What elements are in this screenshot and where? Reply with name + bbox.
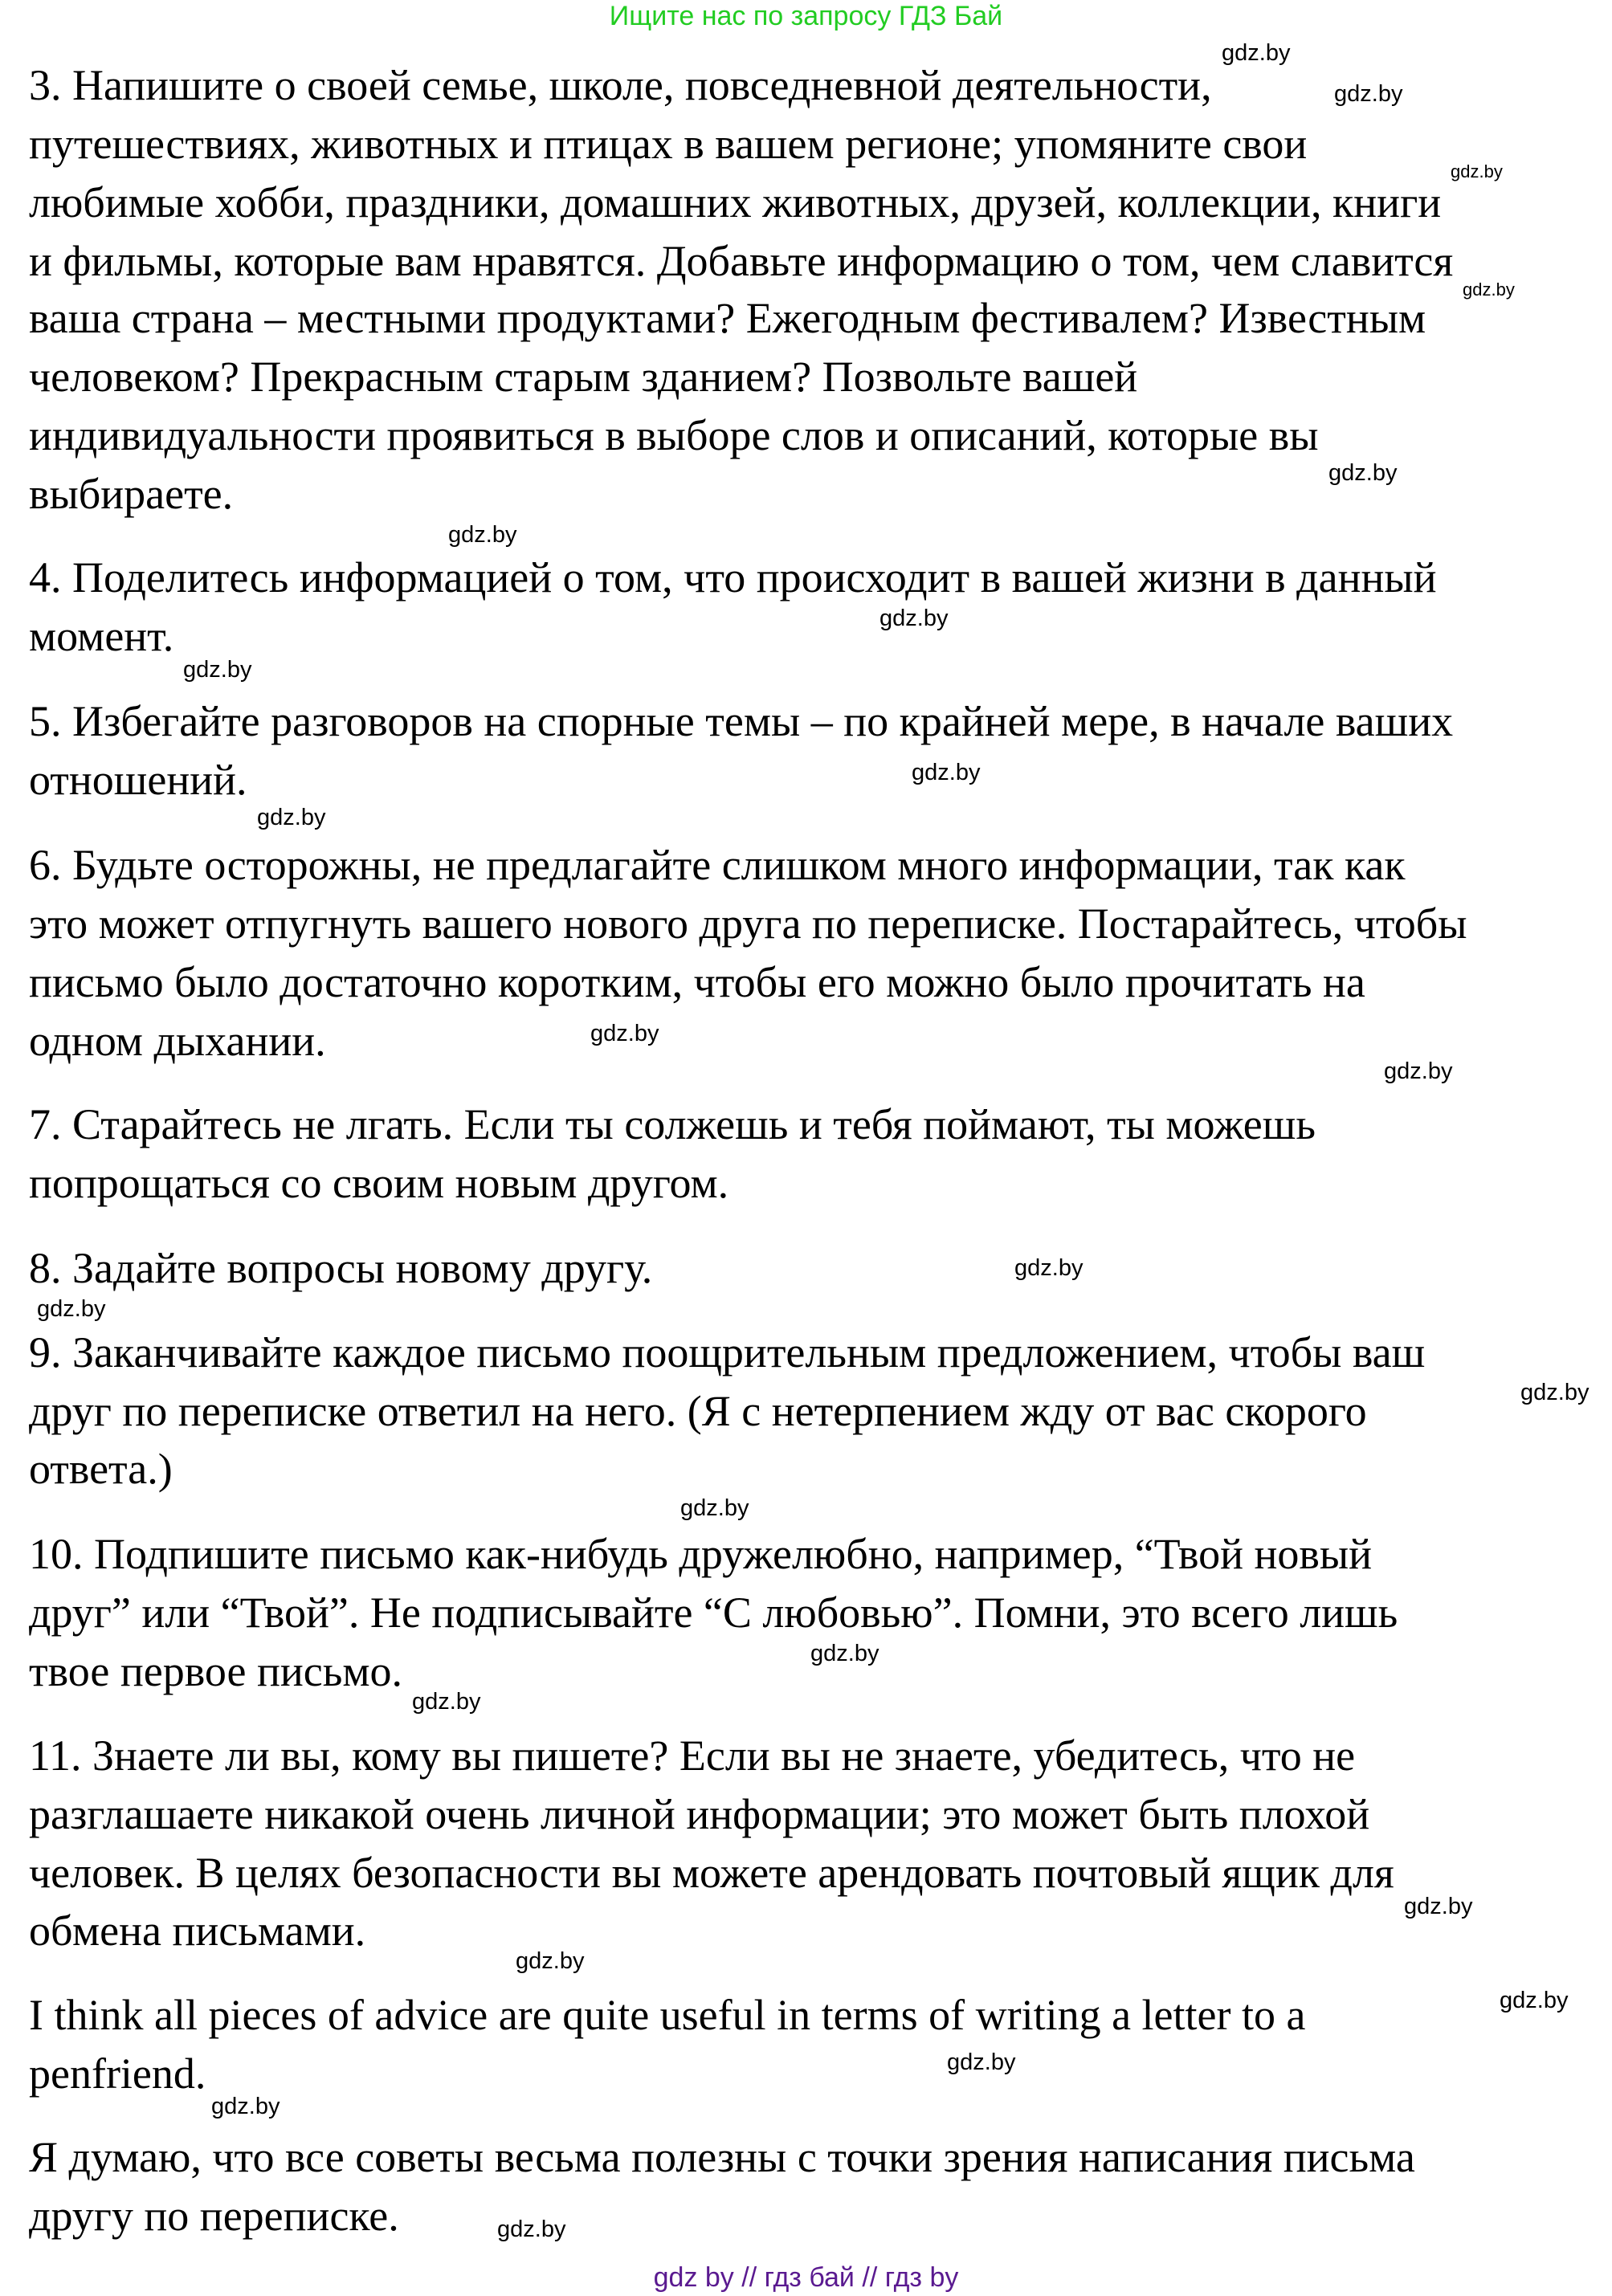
text-line: путешествиях, животных и птицах в вашем регионе; упомяните свои bbox=[29, 120, 1308, 168]
footer-watermark: gdz by // гдз бай // гдз by bbox=[653, 2262, 959, 2293]
text-line: Я думаю, что все советы весьма полезны с точки зрения написания письма bbox=[29, 2133, 1415, 2181]
gdz-watermark: gdz.by bbox=[912, 760, 981, 785]
gdz-watermark: gdz.by bbox=[1014, 1255, 1084, 1281]
text-line: 5. Избегайте разговоров на спорные темы – по крайней мере, в начале ваших bbox=[29, 697, 1454, 745]
gdz-watermark: gdz.by bbox=[810, 1641, 879, 1666]
gdz-watermark: gdz.by bbox=[37, 1296, 106, 1322]
gdz-watermark: gdz.by bbox=[947, 2049, 1016, 2075]
text-line: это может отпугнуть вашего нового друга по переписке. Постарайтесь, чтобы bbox=[29, 899, 1467, 948]
gdz-watermark: gdz.by bbox=[1463, 279, 1515, 300]
text-line: письмо было достаточно коротким, чтобы его можно было прочитать на bbox=[29, 958, 1365, 1006]
text-line: 6. Будьте осторожны, не предлагайте слишком много информации, так как bbox=[29, 841, 1406, 889]
text-line: I think all pieces of advice are quite useful in terms of writing a letter to a bbox=[29, 1991, 1306, 2039]
text-line: твое первое письмо. bbox=[29, 1647, 403, 1695]
gdz-watermark: gdz.by bbox=[1520, 1380, 1590, 1405]
text-line: человеком? Прекрасным старым зданием? Позвольте вашей bbox=[29, 353, 1138, 401]
text-line: любимые хобби, праздники, домашних животных, друзей, коллекции, книги bbox=[29, 178, 1442, 226]
gdz-watermark: gdz.by bbox=[211, 2094, 280, 2119]
text-line: 8. Задайте вопросы новому другу. bbox=[29, 1244, 653, 1292]
text-line: попрощаться со своим новым другом. bbox=[29, 1159, 729, 1207]
gdz-watermark: gdz.by bbox=[1384, 1058, 1453, 1084]
text-line: другу по переписке. bbox=[29, 2192, 399, 2240]
text-line: друг по переписке ответил на него. (Я с нетерпением жду от вас скорого bbox=[29, 1387, 1367, 1435]
text-line: друг” или “Твой”. Не подписывайте “С любовью”. Помни, это всего лишь bbox=[29, 1588, 1398, 1637]
text-line: ваша страна – местными продуктами? Ежегодным фестивалем? Известным bbox=[29, 294, 1426, 342]
text-line: ответа.) bbox=[29, 1445, 173, 1493]
gdz-watermark: gdz.by bbox=[412, 1689, 481, 1715]
gdz-watermark: gdz.by bbox=[497, 2216, 566, 2242]
text-line: 3. Напишите о своей семье, школе, повседневной деятельности, bbox=[29, 61, 1212, 109]
text-line: человек. В целях безопасности вы можете арендовать почтовый ящик для bbox=[29, 1849, 1394, 1897]
text-line: момент. bbox=[29, 612, 174, 660]
gdz-watermark: gdz.by bbox=[1404, 1894, 1473, 1919]
gdz-watermark: gdz.by bbox=[516, 1948, 585, 1974]
gdz-watermark: gdz.by bbox=[448, 522, 517, 548]
gdz-watermark: gdz.by bbox=[680, 1495, 749, 1521]
gdz-watermark: gdz.by bbox=[1500, 1988, 1569, 2013]
text-line: 10. Подпишите письмо как-нибудь дружелюбно, например, “Твой новый bbox=[29, 1530, 1373, 1578]
gdz-watermark: gdz.by bbox=[257, 805, 326, 830]
text-line: 7. Старайтесь не лгать. Если ты солжешь и тебя поймают, ты можешь bbox=[29, 1100, 1316, 1148]
gdz-watermark: gdz.by bbox=[1222, 40, 1291, 66]
gdz-watermark: gdz.by bbox=[1451, 161, 1503, 181]
text-line: обмена письмами. bbox=[29, 1907, 366, 1955]
text-line: одном дыхании. bbox=[29, 1017, 326, 1065]
text-line: penfriend. bbox=[29, 2049, 206, 2098]
text-line: и фильмы, которые вам нравятся. Добавьте информацию о том, чем славится bbox=[29, 237, 1454, 285]
text-line: 4. Поделитесь информацией о том, что происходит в вашей жизни в данный bbox=[29, 553, 1437, 602]
gdz-watermark: gdz.by bbox=[1334, 81, 1403, 107]
text-line: индивидуальности проявиться в выборе слов и описаний, которые вы bbox=[29, 411, 1319, 459]
gdz-watermark: gdz.by bbox=[183, 657, 252, 683]
text-line: выбираете. bbox=[29, 470, 234, 518]
text-line: 11. Знаете ли вы, кому вы пишете? Если вы не знаете, убедитесь, что не bbox=[29, 1731, 1356, 1780]
search-hint-banner: Ищите нас по запросу ГДЗ Бай bbox=[609, 1, 1003, 31]
gdz-watermark: gdz.by bbox=[879, 606, 949, 631]
gdz-watermark: gdz.by bbox=[590, 1021, 659, 1046]
gdz-watermark: gdz.by bbox=[1328, 460, 1398, 486]
text-line: 9. Заканчивайте каждое письмо поощрительным предложением, чтобы ваш bbox=[29, 1328, 1426, 1376]
text-line: отношений. bbox=[29, 756, 247, 804]
text-line: разглашаете никакой очень личной информации; это может быть плохой bbox=[29, 1790, 1370, 1838]
